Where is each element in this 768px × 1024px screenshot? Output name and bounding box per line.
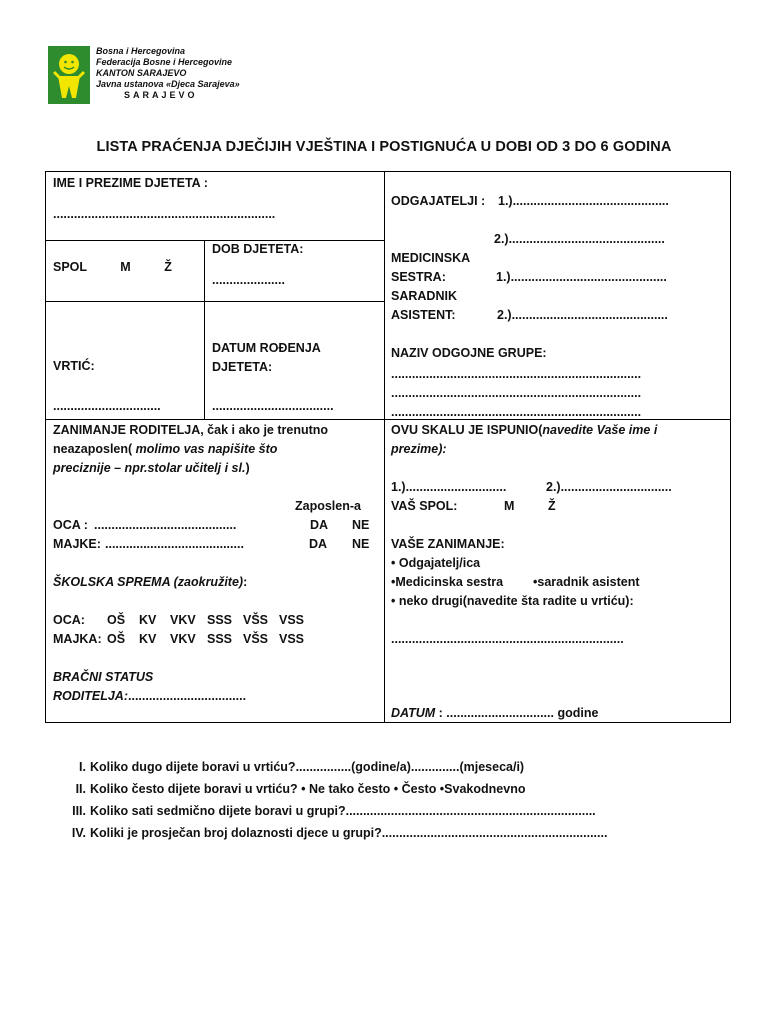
edu-option-sss[interactable]: SSS <box>207 632 233 646</box>
employed-label: Zaposlen-a <box>295 499 361 513</box>
gender-label: SPOL <box>53 260 87 274</box>
questions-list <box>66 756 726 844</box>
father-education-label: OCA: <box>53 613 85 627</box>
header <box>48 46 268 108</box>
city-name: SARAJEVO <box>124 90 198 100</box>
education-label: ŠKOLSKA SPREMA (zaokružite): <box>53 575 248 589</box>
your-job-label: VAŠE ZANIMANJE: <box>391 537 505 551</box>
age-label: DOB DJETETA: <box>212 242 304 256</box>
teacher-2-field[interactable]: 2.)............................................. <box>494 232 665 246</box>
filled-by-1-field[interactable]: 1.)............................. <box>391 480 507 494</box>
father-job-field[interactable]: ......................................... <box>94 518 237 532</box>
question-item[interactable]: III. Koliko sati sedmično dijete boravi u grupi?........................................................................ <box>72 804 596 818</box>
job-option-assistant[interactable]: •saradnik asistent <box>533 575 640 589</box>
mother-job-label: MAJKE: <box>53 537 101 551</box>
mother-job-field[interactable]: ........................................ <box>105 537 244 551</box>
mother-employed-da[interactable]: DA <box>309 537 328 551</box>
info-form-table <box>45 171 731 723</box>
kindergarten-label: VRTIĆ: <box>53 359 95 373</box>
father-employed-da[interactable]: DA <box>310 518 329 532</box>
nurse-label-line1: MEDICINSKA <box>391 251 471 265</box>
edu-option-vss2[interactable]: VŠS <box>243 613 269 627</box>
your-gender-option-m[interactable]: M <box>504 499 515 513</box>
edu-option-vss2[interactable]: VŠS <box>243 632 269 646</box>
djeca-sarajeva-logo-icon <box>48 46 90 104</box>
edu-option-os[interactable]: OŠ <box>107 613 126 627</box>
organization-name: Bosna i Hercegovina Federacija Bosne i Hercegovine KANTON SARAJEVO Javna ustanova «Djeca Sarajeva» SARAJEVO <box>96 46 240 100</box>
teachers-label: ODGAJATELJI : <box>391 194 486 208</box>
parents-job-label-line3: preciznije – npr.stolar učitelj i sl.) <box>53 461 250 475</box>
filled-by-label-line2: prezime): <box>391 442 447 456</box>
divider <box>204 240 205 419</box>
dob-field[interactable]: ................................... <box>212 399 334 413</box>
form-title: LISTA PRAĆENJA DJEČIJIH VJEŠTINA I POSTIGNUĆA U DOBI OD 3 DO 6 GODINA <box>96 139 672 155</box>
gender-option-m[interactable]: M <box>120 260 131 274</box>
kindergarten-field[interactable]: ............................... <box>53 399 161 413</box>
marital-status-label: BRAČNI STATUS <box>53 670 154 684</box>
edu-option-sss[interactable]: SSS <box>207 613 233 627</box>
assistant-2-field[interactable]: 2.)............................................. <box>497 308 668 322</box>
filled-by-2-field[interactable]: 2.)................................ <box>546 480 672 494</box>
edu-option-vss[interactable]: VSS <box>279 632 305 646</box>
edu-option-vkv[interactable]: VKV <box>170 613 196 627</box>
group-name-field[interactable]: ........................................................................ <box>391 405 642 419</box>
group-name-field[interactable]: ........................................................................ <box>391 367 642 381</box>
divider <box>46 301 384 302</box>
mother-education-label: MAJKA: <box>53 632 102 646</box>
assistant-label-line1: SARADNIK <box>391 289 457 303</box>
job-option-other[interactable]: • neko drugi(navedite šta radite u vrtiću): <box>391 594 634 608</box>
child-name-label: IME I PREZIME DJETETA : <box>53 176 208 190</box>
center-divider <box>384 172 385 723</box>
parents-job-label-line1: ZANIMANJE RODITELJA, čak i ako je trenutno <box>53 423 329 437</box>
mother-employed-ne[interactable]: NE <box>352 537 370 551</box>
group-name-field[interactable]: ........................................................................ <box>391 386 642 400</box>
job-option-nurse[interactable]: •Medicinska sestra <box>391 575 504 589</box>
your-gender-option-z[interactable]: Ž <box>548 499 556 513</box>
group-name-label: NAZIV ODGOJNE GRUPE: <box>391 346 547 360</box>
marital-status-line[interactable]: RODITELJA:.................................. <box>53 689 247 703</box>
question-item[interactable]: I. Koliko dugo dijete boravi u vrtiću?................(godine/a)..............(mjeseca/i) <box>79 760 525 774</box>
question-item[interactable]: IV. Koliki je prosječan broj dolaznosti djece u grupi?................................................................. <box>71 826 608 840</box>
date-field[interactable]: DATUM : ............................... godine <box>391 706 599 720</box>
nurse-1-field[interactable]: 1.)............................................. <box>496 270 667 284</box>
edu-option-vkv[interactable]: VKV <box>170 632 196 646</box>
dob-label: DATUM ROĐENJA DJETETA: <box>212 341 321 374</box>
child-name-cell[interactable] <box>53 174 275 224</box>
edu-option-os[interactable]: OŠ <box>107 632 126 646</box>
parents-job-label-line2: neazaposlen( molimo vas napišite što <box>53 442 278 456</box>
nurse-label-line2: SESTRA: <box>391 270 446 284</box>
job-other-field[interactable]: ................................................................... <box>391 632 624 646</box>
gender-option-z[interactable]: Ž <box>164 260 172 274</box>
father-employed-ne[interactable]: NE <box>352 518 370 532</box>
child-name-field[interactable]: ................................................................ <box>53 207 276 221</box>
edu-option-kv[interactable]: KV <box>139 613 157 627</box>
question-item[interactable]: II. Koliko često dijete boravi u vrtiću? • Ne tako često • Često •Svakodnevno <box>75 782 526 796</box>
father-job-label: OCA : <box>53 518 88 532</box>
gender-cell[interactable] <box>53 258 172 277</box>
teacher-1-field[interactable]: 1.)............................................. <box>498 194 669 208</box>
job-option-teacher[interactable]: • Odgajatelj/ica <box>391 556 481 570</box>
edu-option-kv[interactable]: KV <box>139 632 157 646</box>
assistant-label-line2: ASISTENT: <box>391 308 456 322</box>
filled-by-label-line1: OVU SKALU JE ISPUNIO(navedite Vaše ime i <box>391 423 658 437</box>
your-gender-label: VAŠ SPOL: <box>391 499 458 513</box>
age-cell[interactable] <box>212 240 303 290</box>
age-field[interactable]: ..................... <box>212 273 285 287</box>
edu-option-vss[interactable]: VSS <box>279 613 305 627</box>
